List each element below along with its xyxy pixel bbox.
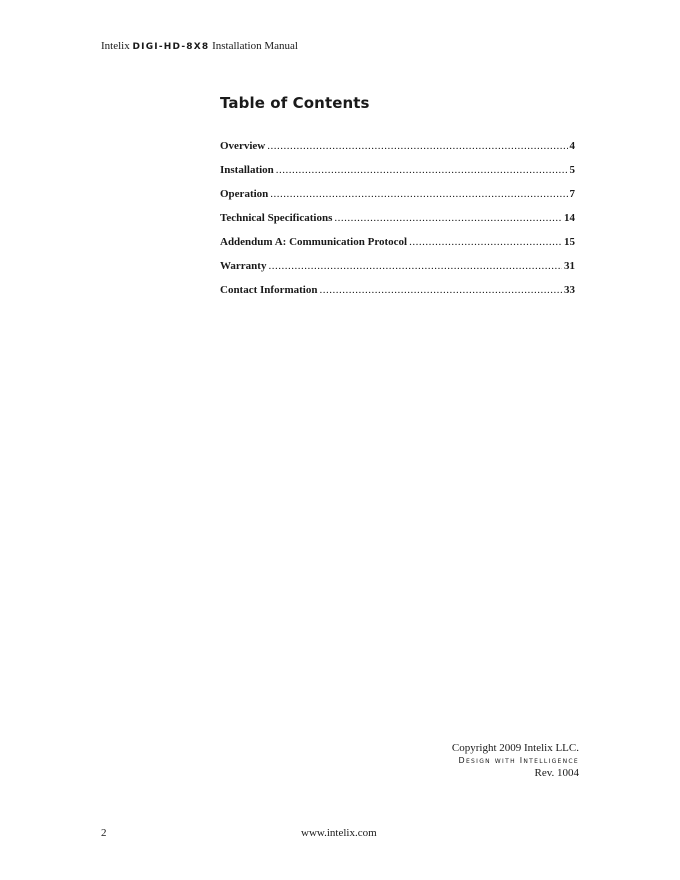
toc-entry-technical-specifications[interactable]	[220, 212, 575, 236]
toc-entry-label: Overview	[220, 140, 266, 152]
table-of-contents	[220, 140, 575, 308]
toc-leader-dots	[409, 236, 562, 248]
toc-entry-label: Addendum A: Communication Protocol	[220, 236, 408, 248]
toc-entry-label: Technical Specifications	[220, 212, 333, 224]
toc-leader-dots	[334, 212, 562, 224]
toc-entry-label: Operation	[220, 188, 269, 200]
toc-leader-dots	[267, 140, 567, 152]
toc-entry-page: 15	[564, 236, 575, 248]
toc-entry-installation[interactable]	[220, 164, 575, 188]
toc-title: Table of Contents	[220, 94, 370, 112]
header-model: DIGI-HD-8X8	[132, 42, 210, 52]
toc-leader-dots	[270, 188, 567, 200]
header-doc-type: Installation Manual	[212, 40, 298, 52]
footer-block	[452, 742, 579, 780]
toc-leader-dots	[319, 284, 562, 296]
toc-entry-label: Warranty	[220, 260, 267, 272]
toc-entry-warranty[interactable]	[220, 260, 575, 284]
toc-entry-operation[interactable]	[220, 188, 575, 212]
toc-entry-page: 7	[569, 188, 575, 200]
copyright-text: Copyright 2009 Intelix LLC.	[451, 742, 579, 754]
toc-entry-page: 4	[569, 140, 575, 152]
toc-entry-page: 33	[564, 284, 575, 296]
toc-entry-label: Contact Information	[220, 284, 318, 296]
toc-entry-contact-information[interactable]	[220, 284, 575, 308]
page-number: 2	[101, 827, 107, 839]
toc-entry-overview[interactable]	[220, 140, 575, 164]
toc-leader-dots	[268, 260, 562, 272]
toc-entry-page: 14	[564, 212, 575, 224]
toc-entry-page: 31	[564, 260, 575, 272]
header-brand: Intelix	[101, 40, 130, 52]
running-header	[101, 40, 298, 52]
website-link[interactable]: www.intelix.com	[301, 827, 377, 839]
revision-text: Rev. 1004	[534, 767, 579, 779]
toc-entry-label: Installation	[220, 164, 274, 176]
toc-leader-dots	[276, 164, 568, 176]
toc-entry-addendum-a[interactable]	[220, 236, 575, 260]
tagline: Design with Intelligence	[458, 755, 579, 765]
toc-entry-page: 5	[569, 164, 575, 176]
